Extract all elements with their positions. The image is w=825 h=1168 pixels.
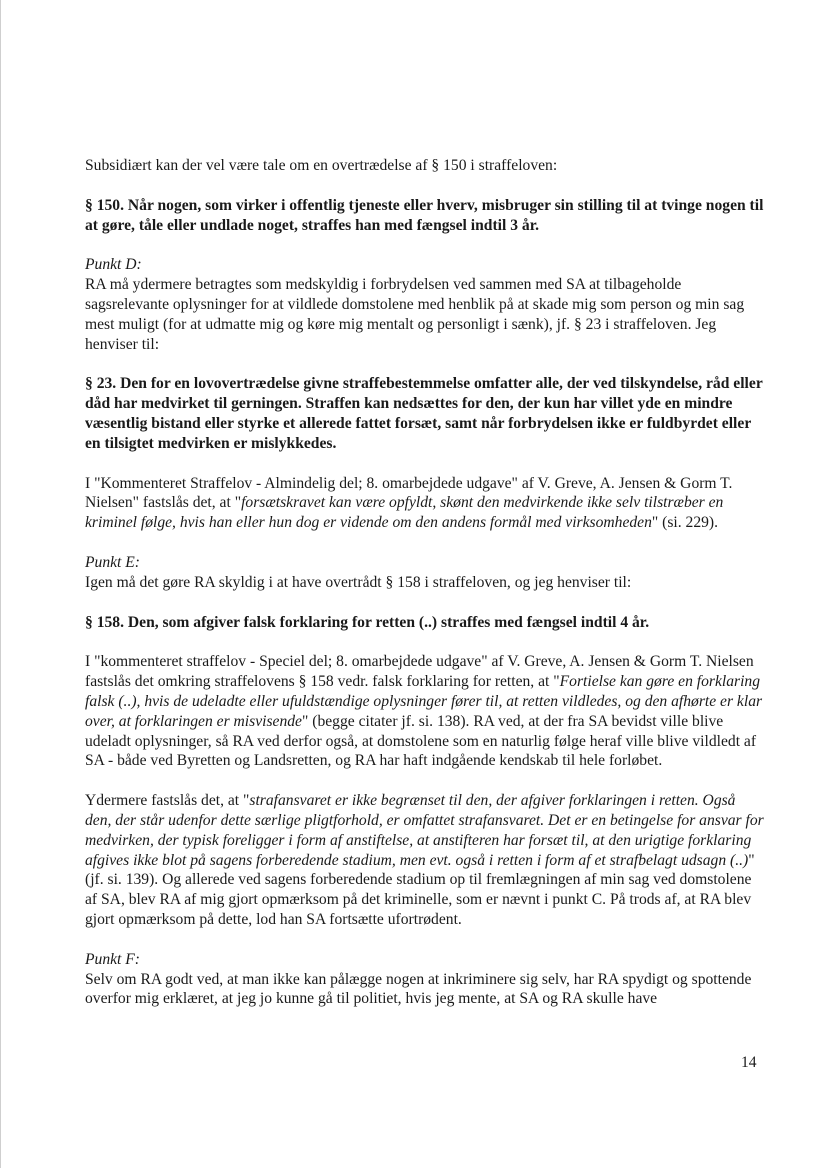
commentary-1-quote: forsætskravet kan være opfyldt, skønt den medvirkende ikke selv tilstræber en kriminel følge, hvis han eller hun dog er vidende om den andens formål med virksomheden xyxy=(85,494,724,532)
paragraph-commentary-1 xyxy=(85,474,765,533)
paragraph-intro: Subsidiært kan der vel være tale om en overtrædelse af § 150 i straffeloven: xyxy=(85,157,558,174)
commentary-3-text: Ydermere fastslås det, at " xyxy=(85,792,250,810)
page-content xyxy=(85,156,765,1009)
commentary-2-text: I "kommenteret straffelov - Speciel del; 8. omarbejdede udgave" af V. Greve, A. Jensen & Gorm T. Nielsen fastslås det omkring straffelovens § 158 vedr. falsk forklaring for retten, at " xyxy=(85,653,754,691)
commentary-1-text: I "Kommenteret Straffelov - Almindelig del; 8. omarbejdede udgave" af V. Greve, A. Jensen & Gorm T. Nielsen" fastslås det, at " xyxy=(85,474,733,512)
law-paragraph-23: § 23. Den for en lovovertrædelse givne straffebestemmelse omfatter alle, der ved tilskyndelse, råd eller dåd har medvirket til gerningen. Straffen kan nedsættes for den, der kun har villet yde en mindre væsentlig bistand eller styrke et allerede fattet forsæt, samt når forbrydelsen ikke er fuldbyrdet eller en tilsigtet medvirken er mislykkedes. xyxy=(85,375,763,452)
law-paragraph-158: § 158. Den, som afgiver falsk forklaring for retten (..) straffes med fængsel indtil 4 år. xyxy=(85,613,650,631)
paragraph-punkt-d: RA må ydermere betragtes som medskyldig i forbrydelsen ved sammen med SA at tilbageholde sagsrelevante oplysninger for at vildlede domstolene med henblik på at skade mig som person og min sag mest muligt (for at udmatte mig og køre mig mentalt og personligt i sænk), jf. § 23 i straffeloven. Jeg henviser til: xyxy=(85,276,745,353)
commentary-3-quote: strafansvaret er ikke begrænset til den, der afgiver forklaringen i retten. Også den, der står udenfor dette særlige pligtforhold, er omfattet strafansvaret. Det er en betingelse for ansvar for medvirken, der typisk foreligger i form af anstiftelse, at anstifteren har forsæt til, at den urigtige forklaring afgives ikke blot på sagens forberedende stadium, men evt. også i retten i form af et strafbelagt udsagn (..) xyxy=(85,792,764,869)
commentary-2-continuation: " (begge citater jf. si. 138). RA ved, at der fra SA bevidst ville blive udeladt oplysninger, så RA ved derfor også, at domstolene som en naturlig følge heraf ville blive vildledt af SA - både ved Byretten og Landsretten, og RA har haft indgående kendskab til hele forløbet. xyxy=(85,712,757,770)
section-heading-punkt-f: Punkt F: xyxy=(85,950,140,968)
paragraph-punkt-f: Selv om RA godt ved, at man ikke kan pålægge nogen at inkriminere sig selv, har RA spydigt og spottende overfor mig erklæret, at jeg jo kunne gå til politiet, hvis jeg mente, at SA og RA skulle have xyxy=(85,970,752,1008)
paragraph-commentary-3 xyxy=(85,791,765,930)
commentary-2-quote: Fortielse kan gøre en forklaring falsk (..), hvis de udeladte eller ufuldstændige oplysninger fører til, at retten vildledes, og den afhørte er klar over, at forklaringen er misvisende xyxy=(85,673,763,730)
paragraph-punkt-e: Igen må det gøre RA skyldig i at have overtrådt § 158 i straffeloven, og jeg henviser til: xyxy=(85,573,632,591)
section-heading-punkt-d: Punkt D: xyxy=(85,256,142,274)
section-heading-punkt-e: Punkt E: xyxy=(85,553,140,571)
page-number: 14 xyxy=(741,1054,757,1071)
commentary-1-citation: " (si. 229). xyxy=(651,514,719,532)
law-paragraph-150: § 150. Når nogen, som virker i offentlig tjeneste eller hverv, misbruger sin stilling til at tvinge nogen til at gøre, tåle eller undlade noget, straffes han med fængsel indtil 3 år. xyxy=(85,196,764,234)
paragraph-commentary-2 xyxy=(85,652,765,771)
commentary-3-continuation: " (jf. si. 139). Og allerede ved sagens forberedende stadium op til fremlægningen af min sag ved domstolene af SA, blev RA af mig gjort opmærksom på det kriminelle, som er nævnt i punkt C. På trods af, at RA blev gjort opmærksom på dette, lod han SA fortsætte ufortrødent. xyxy=(85,851,755,928)
